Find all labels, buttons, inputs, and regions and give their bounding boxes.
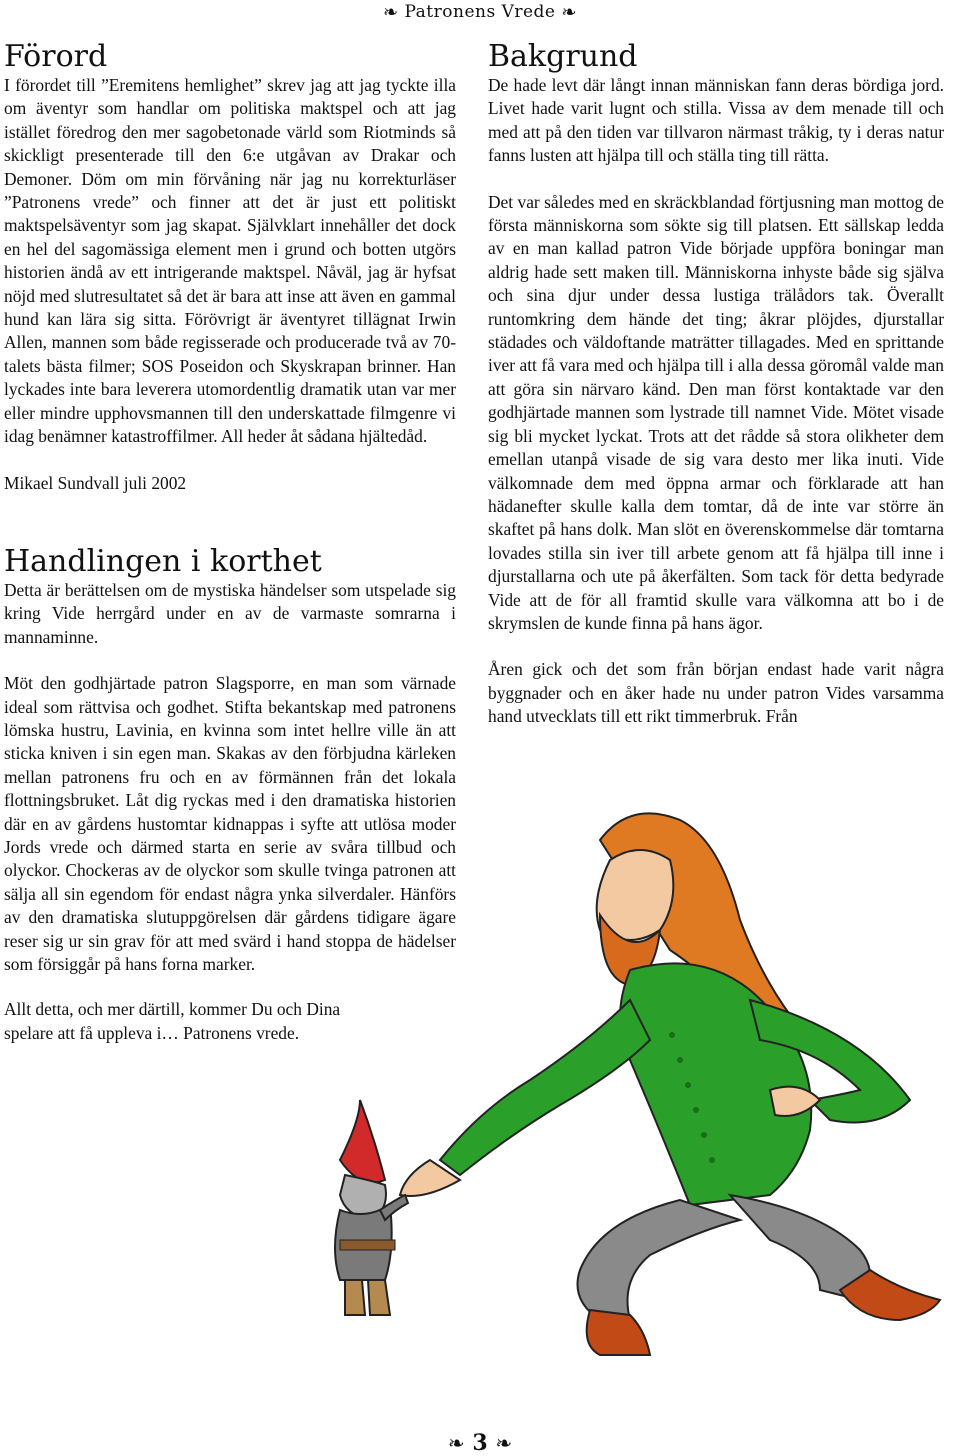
page-number: 3 [472, 1430, 488, 1456]
handlingen-paragraph-1: Detta är berättelsen om de mystiska händelser som utspelade sig kring Vide herrgård under en av de varmaste somrarna i mannaminne. [4, 579, 456, 647]
ornament-left-icon: ❧ [383, 2, 399, 23]
forord-heading: Förord [4, 39, 108, 74]
signature: Mikael Sundvall juli 2002 [4, 472, 187, 493]
bakgrund-paragraph-3: Åren gick och det som från början endast hade varit några byggnader och en åker hade nu under patron Vides varsamma hand utvecklats till ett rikt timmerbruk. Från [488, 659, 944, 727]
page-footer [0, 1430, 960, 1456]
bakgrund-paragraph-1: De hade levt där långt innan människan fann deras bördiga jord. Livet hade varit lugnt och stilla. Vissa av dem menade till och med att på den tiden var tillvaron närmast tråkig, ty i deras natur fanns lusten att hjälpa till och ställa ting till rätta. [488, 75, 944, 166]
ornament-right-icon: ❧ [561, 2, 577, 23]
handlingen-paragraph-3: Allt detta, och mer därtill, kommer Du och Dina spelare att få uppleva i… Patronens vrede. [4, 999, 341, 1043]
running-header [0, 2, 960, 23]
illustration-patron-and-gnome [300, 800, 960, 1360]
gnome-figure [335, 1100, 408, 1315]
footer-ornament-right-icon: ❧ [495, 1431, 513, 1455]
patron-figure [400, 813, 940, 1355]
footer-ornament-left-icon: ❧ [447, 1431, 465, 1455]
bakgrund-paragraph-2: Det var således med en skräckblandad förtjusning man mottog de första människorna som sökte sig till platsen. Ett sällskap ledda av en man kallad patron Vide började uppföra boningar man aldrig hade sett maken till. Människorna inhyste både sig själva och sina djur under dessa lustiga trälådors tak. Överallt runtomkring dem hände det ting; åkrar plöjdes, djurstallar städades och väldoftande maträtter tillagades. Med en sprittande iver att få vara med och hjälpa till i alla dessa göromål valde man att göra sin närvaro känd. Den man först kontaktade var den godhjärtade mannen som lystrade till namnet Vide. Mötet visade sig bli mycket lyckat. Trots att det rådde så stora olikheter dem emellan utanpå visade de sig vara desto mer lika inuti. Vide välkomnade dem med öppna armar och förklarade att han hädanefter skulle kalla dem tomtar, då de inte var större än skaftet på hans dolk. Man slöt en överenskommelse där tomtarna lovades stilla sin iver till arbete genom att få hjälpa till inne i djurstallarna och ute på åkerfälten. Som tack för detta bedyrade Vide att de för all framtid skulle vara välkomna att bo i de skrymslen de kunde finna på hans ägor. [488, 191, 944, 633]
running-header-title: Patronens Vrede [404, 2, 556, 22]
right-column [488, 40, 944, 729]
forord-text: I förordet till ”Eremitens hemlighet” skrev jag att jag tyckte illa om äventyr som handlar om politiska maktspel och att jag istället föredrog den mer sagobetonade värld som Riotminds så skickligt presenterade till den 6:e utgåvan av Drakar och Demoner. Döm om min förvåning när jag nu korrekturläser ”Patronens vrede” och finner att det är just ett politiskt maktspelsäventyr som jag skapat. Självklart innehåller det dock en hel del sagomässiga element men i grund och botten utgörs historien ändå av ett intrigerande maktspel. Nåväl, jag är hyfsat nöjd med slutresultatet så det är bara att inse att även en gammal hund kan lära sig sitta. Förövrigt är äventyret tillägnat Irwin Allen, mannen som både regisserade och producerade två av 70-talets bästa filmer; SOS Poseidon och Skyskrapan brinner. Han lyckades inte bara leverera utomordentlig dramatik utan var mer eller mindre upphovsmannen till den underskattade filmgenre vi idag benämner katastroffilmer. All heder åt sådana hjältedåd. [4, 75, 456, 447]
handlingen-paragraph-2: Möt den godhjärtade patron Slagsporre, en man som värnade ideal som rättvisa och godhet. Stifta bekantskap med patronens lömska hustru, Lavinia, en kvinna som intet hellre ville än att sticka kniven i sin egen man. Skakas av den förbjudna kärleken mellan patronens fru och en av förmännen från det lokala flottningsbruket. Låt dig ryckas med i den dramatiska historien där en av gårdens hustomtar kidnappas i syfte att utlösa moder Jords vrede och därmed starta en serie av svåra tillbud och olyckor. Chockeras av de olyckor som skulle tvinga patronen att sälja all sin egendom för endast några ynka silverdaler. Hänförs av den dramatiska slutuppgörelsen där gårdens tidigare ägare reser sig ur sin grav för att med svärd i hand stoppa de hädelser som försiggår på hans forna marker. [4, 673, 456, 974]
handlingen-heading: Handlingen i korthet [4, 543, 322, 579]
bakgrund-heading: Bakgrund [488, 39, 638, 74]
